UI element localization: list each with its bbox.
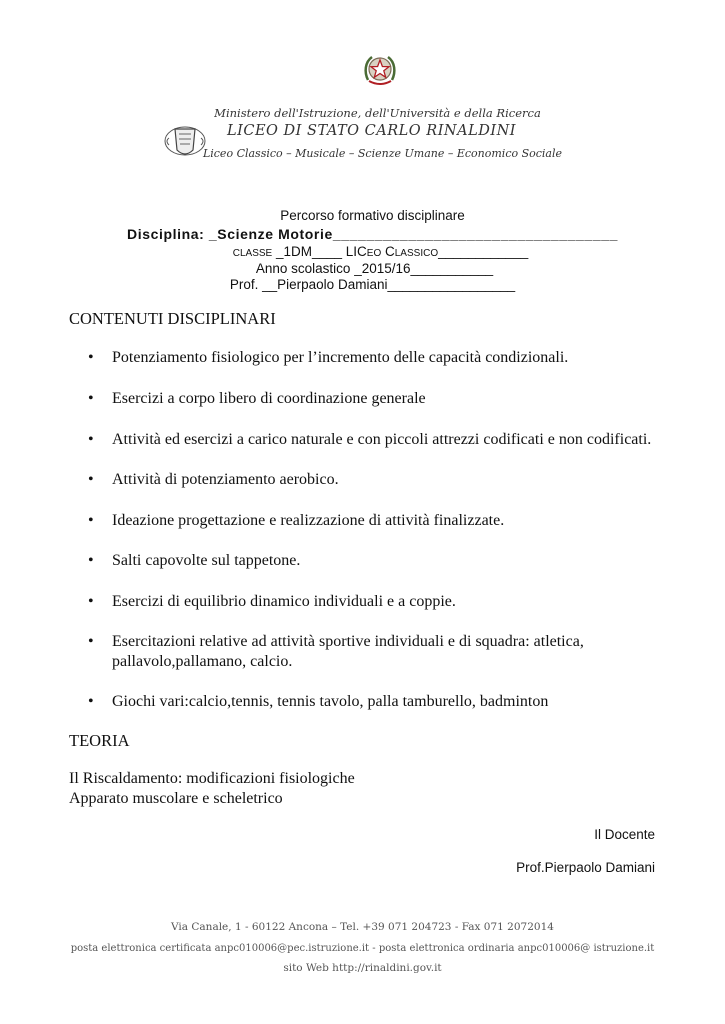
republic-emblem-icon xyxy=(360,50,400,90)
classe-label: CLASSE xyxy=(232,248,273,259)
classe-liceo-sc: EO xyxy=(366,248,382,259)
bullet-icon: • xyxy=(88,390,94,407)
teoria-line: Apparato muscolare e scheletrico xyxy=(69,790,283,807)
teoria-line: Il Riscaldamento: modificazioni fisiologiche xyxy=(69,770,355,787)
list-item: • Attività ed esercizi a carico naturale e con piccoli attrezzi codificati e non codificati. xyxy=(88,431,652,448)
footer-indirizzo: Via Canale, 1 - 60122 Ancona – Tel. +39 071 204723 - Fax 071 2072014 xyxy=(171,921,554,933)
contenuti-heading: CONTENUTI DISCIPLINARI xyxy=(69,309,276,328)
list-item: • Esercizi a corpo libero di coordinazione generale xyxy=(88,390,426,407)
anno-scolastico: Anno scolastico _2015/16___________ xyxy=(255,261,494,276)
firma-ruolo: Il Docente xyxy=(594,827,655,842)
footer-email: posta elettronica certificata anpc010006@pec.istruzione.it - posta elettronica ordinaria anpc010006@ istruzione.it xyxy=(70,943,655,954)
bullet-icon: • xyxy=(88,431,94,448)
teoria-heading: TEORIA xyxy=(69,731,130,750)
bullet-icon: • xyxy=(88,593,94,610)
header-liceo: LICEO DI STATO CARLO RINALDINI xyxy=(227,123,516,139)
percorso-title: Percorso formativo disciplinare xyxy=(280,208,465,223)
bullet-icon: • xyxy=(88,693,94,710)
disciplina-line: Disciplina: _Scienze Motorie__________________________________ xyxy=(127,226,618,242)
bullet-icon: • xyxy=(88,471,94,488)
list-item: • Giochi vari:calcio,tennis, tennis tavolo, palla tamburello, badminton xyxy=(88,693,549,710)
list-item: • Esercizi di equilibrio dinamico individuali e a coppie. xyxy=(88,593,456,610)
bullet-icon: • xyxy=(88,512,94,529)
list-item: • Attività di potenziamento aerobico. xyxy=(88,471,339,488)
bullet-icon: • xyxy=(88,552,94,569)
firma-nome: Prof.Pierpaolo Damiani xyxy=(516,860,655,875)
classe-line xyxy=(18,244,725,259)
classe-c: C xyxy=(381,244,395,259)
header-indirizzi: Liceo Classico – Musicale – Scienze Umane – Economico Sociale xyxy=(202,147,563,160)
header-ministero: Ministero dell'Istruzione, dell'Università e della Ricerca xyxy=(214,106,541,120)
classe-underline: ____________ xyxy=(438,244,529,259)
classe-value: _1DM____ LIC xyxy=(272,244,367,259)
classe-classico-sc: LASSICO xyxy=(394,248,439,259)
professore-line: Prof. __Pierpaolo Damiani_________________ xyxy=(229,277,516,292)
bullet-icon: • xyxy=(88,633,94,650)
list-item: • Ideazione progettazione e realizzazione di attività finalizzate. xyxy=(88,512,505,529)
bullet-icon: • xyxy=(88,349,94,366)
footer-website: sito Web http://rinaldini.gov.it xyxy=(283,962,442,974)
list-item: • Potenziamento fisiologico per l’incremento delle capacità condizionali. xyxy=(88,349,569,366)
list-item: • Esercitazioni relative ad attività sportive individuali e di squadra: atletica, pallavolo,pallamano, calcio. xyxy=(88,633,584,670)
list-item: • Salti capovolte sul tappetone. xyxy=(88,552,301,569)
